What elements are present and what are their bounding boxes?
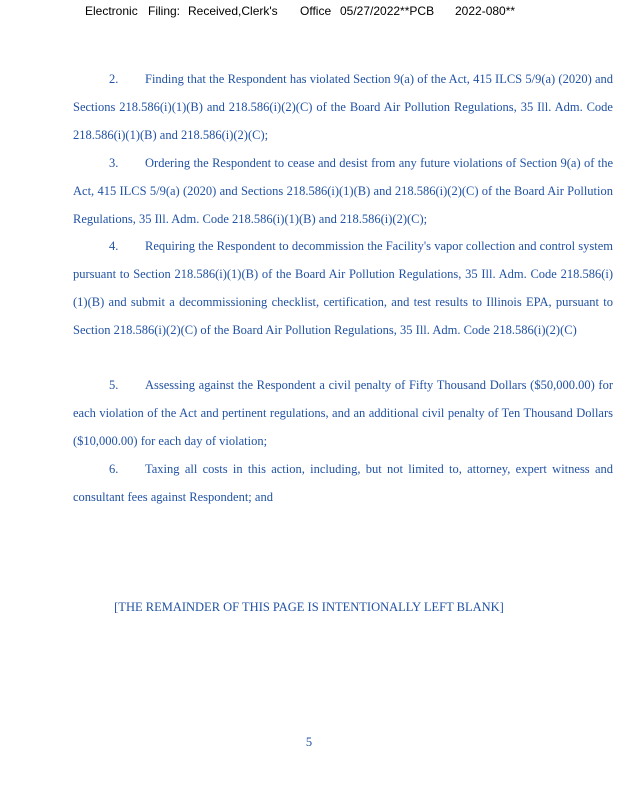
stamp-filing: Filing: [148,4,181,18]
paragraph-3 [73,149,613,233]
stamp-case-number: 2022-080** [455,4,516,18]
paragraph-text: Taxing all costs in this action, including, but not limited to, attorney, expert witness and consultant fees against Respondent; and [73,462,613,504]
page-number: 5 [305,735,313,749]
paragraph-number: 4. [109,239,119,253]
paragraph-number: 6. [109,462,119,476]
stamp-electronic: Electronic [85,4,138,18]
paragraph-4 [73,232,613,344]
paragraph-number: 2. [109,72,119,86]
filing-stamp-header [0,4,618,20]
paragraph-text: Requiring the Respondent to decommission the Facility's vapor collection and control system pursuant to Section 218.586(i)(1)(B) of the Board Air Pollution Regulations, 35 Ill. Adm. Code 218.586(i)(1)(B) and submit a decommissioning checklist, certification, and test results to Illinois EPA, pursuant to Section 218.586(i)(2)(C) of the Board Air Pollution Regulations, 35 Ill. Adm. Code 218.586(i)(2)(C) [73,239,613,337]
paragraph-text: Finding that the Respondent has violated Section 9(a) of the Act, 415 ILCS 5/9(a) (2020) and Sections 218.586(i)(1)(B) and 218.586(i)(2)(C) of the Board Air Pollution Regulations, 35 Ill. Adm. Code 218.586(i)(1)(B) and 218.586(i)(2)(C); [73,72,613,142]
paragraph-number: 3. [109,156,119,170]
stamp-received-clerks: Received,Clerk's [188,4,278,18]
stamp-date-pcb: 05/27/2022**PCB [340,4,435,18]
paragraph-5 [73,371,613,455]
paragraph-number: 5. [109,378,119,392]
paragraph-text: Assessing against the Respondent a civil penalty of Fifty Thousand Dollars ($50,000.00) for each violation of the Act and pertinent regulations, and an additional civil penalty of Ten Thousand Dollars ($10,000.00) for each day of violation; [73,378,613,448]
paragraph-6 [73,455,613,511]
paragraph-text: Ordering the Respondent to cease and desist from any future violations of Section 9(a) of the Act, 415 ILCS 5/9(a) (2020) and Sections 218.586(i)(1)(B) and 218.586(i)(2)(C) of the Board Air Pollution Regulations, 35 Ill. Adm. Code 218.586(i)(1)(B) and 218.586(i)(2)(C); [73,156,613,226]
remainder-blank-notice: [THE REMAINDER OF THIS PAGE IS INTENTIONALLY LEFT BLANK] [114,600,504,614]
stamp-office: Office [300,4,332,18]
paragraph-2 [73,65,613,149]
